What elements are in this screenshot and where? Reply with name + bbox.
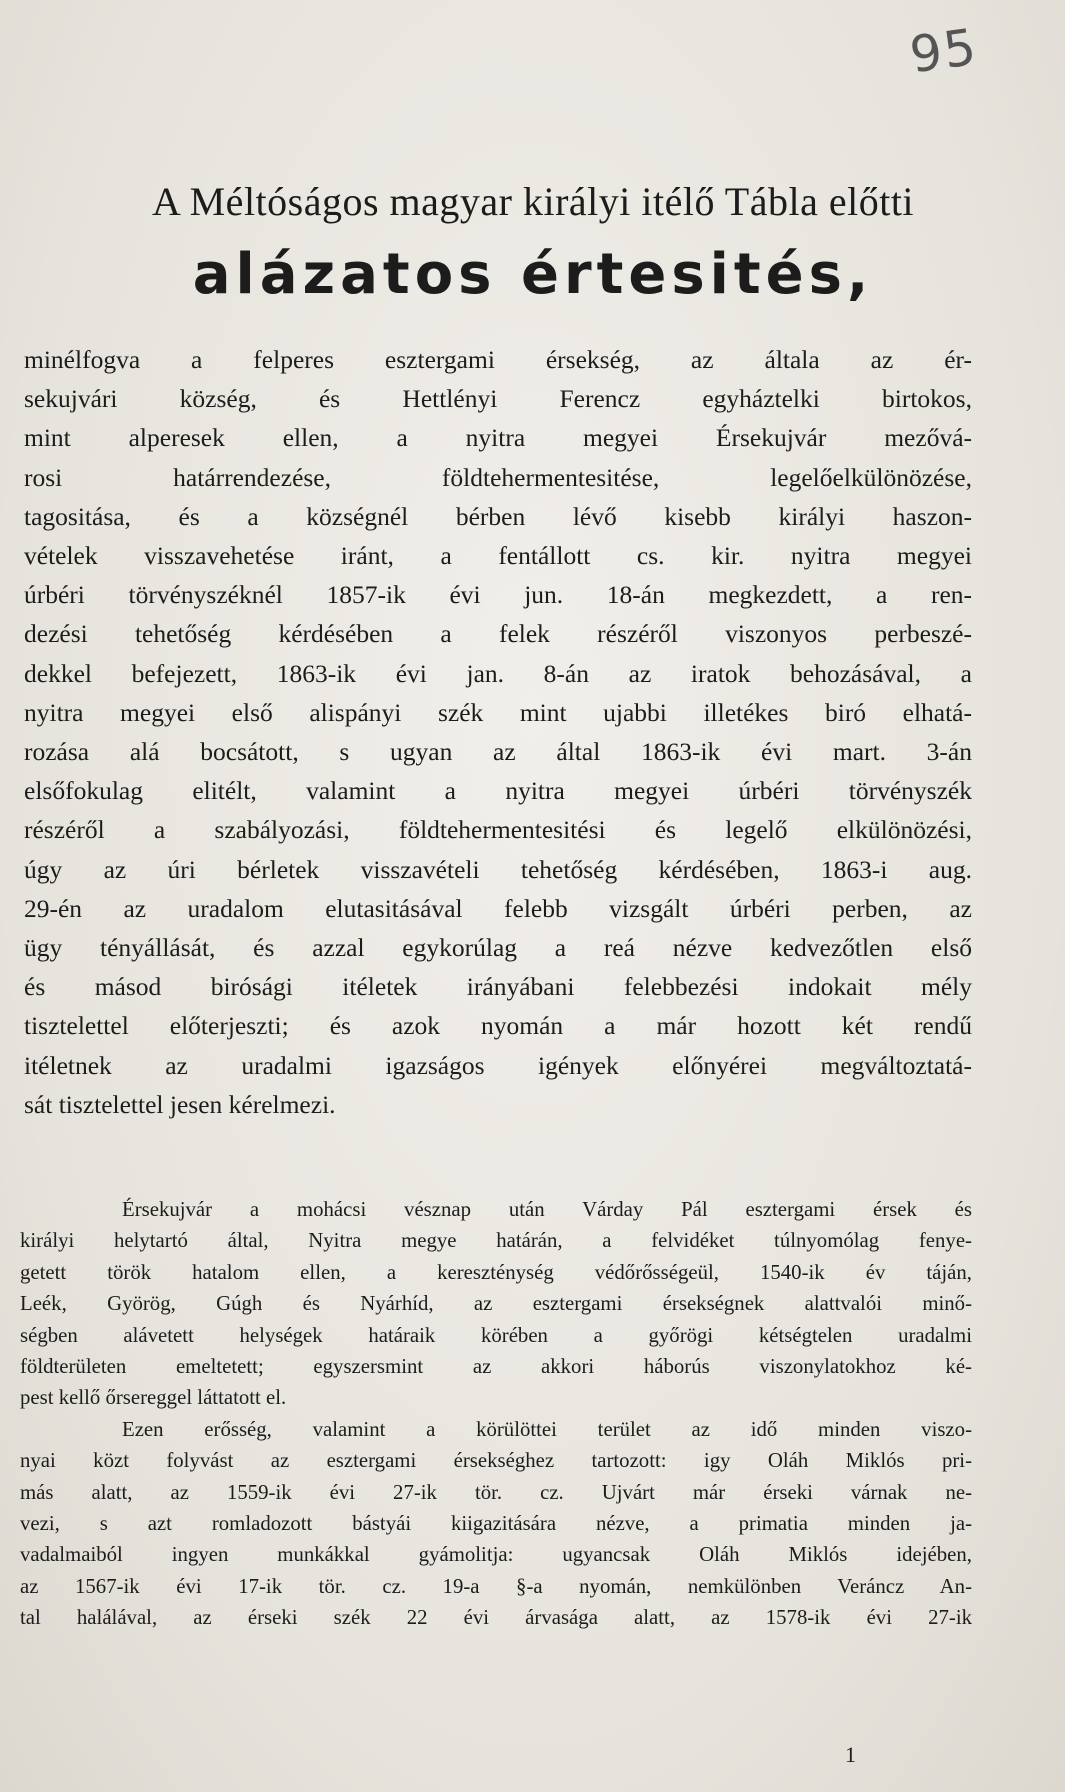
notes-line: más alatt, az 1559-ik évi 27-ik tör. cz. Ujvárt már érseki várnak ne- <box>20 1480 972 1504</box>
notes-line: királyi helytartó által, Nyitra megye határán, a felvidéket túlnyomólag fenye- <box>20 1229 972 1253</box>
body-line: elsőfokulag elitélt, valamint a nyitra megyei úrbéri törvényszék <box>24 776 972 806</box>
body-line: dekkel befejezett, 1863-ik évi jan. 8-án az iratok behozásával, a <box>24 658 972 688</box>
body-line: rosi határrendezése, földtehermentesitése, legelőelkülönözése, <box>24 462 972 492</box>
notes-line: vezi, s azt romladozott bástyái kiigazitására nézve, a primatia minden ja- <box>20 1512 972 1536</box>
notes-line: nyai közt folyvást az esztergami érsekséghez tartozott: igy Oláh Miklós pri- <box>20 1449 972 1473</box>
body-line: minélfogva a felperes esztergami érsekség, az általa az ér- <box>24 345 972 374</box>
body-line: rozása alá bocsátott, s ugyan az által 1863-ik évi mart. 3-án <box>24 737 972 767</box>
body-line: nyitra megyei első alispányi szék mint ujabbi illetékes biró elhatá- <box>24 697 972 727</box>
notes-line: vadalmaiból ingyen munkákkal gyámolitja: ugyancsak Oláh Miklós idejében, <box>20 1543 972 1567</box>
notes-line: Érsekujvár a mohácsi vésznap után Várday Pál esztergami érsek és <box>122 1198 972 1221</box>
page-number: 1 <box>845 1742 856 1767</box>
notes-line: Ezen erősség, valamint a körülöttei terület az idő minden viszo- <box>122 1417 972 1441</box>
main-paragraph <box>24 340 972 1124</box>
historical-notes <box>20 1194 972 1634</box>
body-line: itéletnek az uradalmi igazságos igények előnyérei megváltoztatá- <box>24 1050 972 1080</box>
title-line-2: alázatos értesités, <box>192 242 874 307</box>
notes-line: tal halálával, az érseki szék 22 évi árvasága alatt, az 1578-ik évi 27-ik <box>20 1606 972 1630</box>
body-line: tisztelettel előterjeszti; és azok nyomán a már hozott két rendű <box>24 1011 972 1041</box>
handwritten-page-mark: 95 <box>906 17 982 85</box>
body-line: dezési tehetőség kérdésében a felek részéről viszonyos perbeszé- <box>24 619 972 649</box>
body-line: úrbéri törvényszéknél 1857-ik évi jun. 18-án megkezdett, a ren- <box>24 580 972 610</box>
notes-line: az 1567-ik évi 17-ik tör. cz. 19-a §-a nyomán, nemkülönben Veráncz An- <box>20 1574 972 1598</box>
body-line: és másod birósági itéletek irányábani felebbezési indokait mély <box>24 972 972 1002</box>
title-line-1: A Méltóságos magyar királyi itélő Tábla előtti <box>151 179 915 224</box>
notes-line: földterületen emeltetett; egyszersmint az akkori háborús viszonylatokhoz ké- <box>20 1355 972 1379</box>
body-line: sekujvári község, és Hettlényi Ferencz egyháztelki birtokos, <box>24 384 972 414</box>
notes-line: getett török hatalom ellen, a kereszténység védőrősségeül, 1540-ik év táján, <box>20 1260 972 1284</box>
body-line: tagositása, és a községnél bérben lévő kisebb királyi haszon- <box>24 501 972 531</box>
body-line: mint alperesek ellen, a nyitra megyei Érsekujvár mezővá- <box>24 423 972 453</box>
body-line: úgy az úri bérletek visszavételi tehetőség kérdésében, 1863-i aug. <box>24 854 972 884</box>
body-line: 29-én az uradalom elutasitásával felebb vizsgált úrbéri perben, az <box>24 893 972 923</box>
body-line: sát tisztelettel jesen kérelmezi. <box>24 1089 336 1119</box>
body-line: részéről a szabályozási, földtehermentesitési és legelő elkülönözési, <box>24 815 972 845</box>
notes-line: Leék, Györög, Gúgh és Nyárhíd, az esztergami érsekségnek alattvalói minő- <box>20 1292 972 1316</box>
body-line: ügy tényállását, és azzal egykorúlag a reá nézve kedvezőtlen első <box>24 933 972 963</box>
notes-line: pest kellő őrsereggel láttatott el. <box>20 1386 287 1410</box>
body-line: vételek visszavehetése iránt, a fentállott cs. kir. nyitra megyei <box>24 541 972 571</box>
notes-line: ségben alávetett helységek határaik körében a győrögi kétségtelen uradalmi <box>20 1323 972 1347</box>
